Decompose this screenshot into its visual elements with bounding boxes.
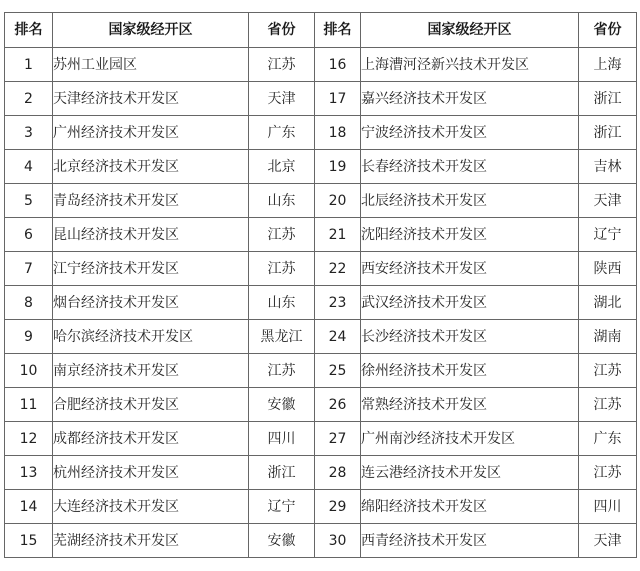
rank-left-cell: 13: [5, 456, 53, 490]
province-right-cell: 浙江: [579, 116, 637, 150]
province-right-cell: 湖南: [579, 320, 637, 354]
zone-left-cell: 合肥经济技术开发区: [53, 388, 249, 422]
rank-right-cell: 16: [315, 48, 361, 82]
table-row: [5, 490, 637, 524]
province-left-cell: 安徽: [249, 524, 315, 558]
zone-left-cell: 芜湖经济技术开发区: [53, 524, 249, 558]
rank-left-cell: 8: [5, 286, 53, 320]
rank-left-cell: 9: [5, 320, 53, 354]
zone-left-cell: 江宁经济技术开发区: [53, 252, 249, 286]
province-left-cell: 安徽: [249, 388, 315, 422]
province-right-cell: 江苏: [579, 354, 637, 388]
rank-right-cell: 29: [315, 490, 361, 524]
header-rank-right: 排名: [315, 13, 361, 48]
province-left-cell: 江苏: [249, 48, 315, 82]
table-row: [5, 286, 637, 320]
table-row: [5, 82, 637, 116]
zone-left-cell: 北京经济技术开发区: [53, 150, 249, 184]
zone-right-cell: 长春经济技术开发区: [361, 150, 579, 184]
rank-right-cell: 18: [315, 116, 361, 150]
table-row: [5, 456, 637, 490]
rank-left-cell: 6: [5, 218, 53, 252]
province-left-cell: 江苏: [249, 252, 315, 286]
rank-right-cell: 24: [315, 320, 361, 354]
province-left-cell: 江苏: [249, 218, 315, 252]
table-row: [5, 252, 637, 286]
province-right-cell: 江苏: [579, 456, 637, 490]
rank-right-cell: 17: [315, 82, 361, 116]
zone-left-cell: 哈尔滨经济技术开发区: [53, 320, 249, 354]
zone-left-cell: 烟台经济技术开发区: [53, 286, 249, 320]
table-row: [5, 354, 637, 388]
table-row: [5, 524, 637, 558]
zone-right-cell: 常熟经济技术开发区: [361, 388, 579, 422]
province-left-cell: 天津: [249, 82, 315, 116]
rank-right-cell: 21: [315, 218, 361, 252]
rank-left-cell: 4: [5, 150, 53, 184]
table-row: [5, 422, 637, 456]
table-row: [5, 320, 637, 354]
rank-left-cell: 3: [5, 116, 53, 150]
province-left-cell: 浙江: [249, 456, 315, 490]
table-row: [5, 116, 637, 150]
province-right-cell: 辽宁: [579, 218, 637, 252]
zone-left-cell: 大连经济技术开发区: [53, 490, 249, 524]
header-province-right: 省份: [579, 13, 637, 48]
rank-right-cell: 28: [315, 456, 361, 490]
zone-right-cell: 徐州经济技术开发区: [361, 354, 579, 388]
province-right-cell: 陕西: [579, 252, 637, 286]
zone-right-cell: 西安经济技术开发区: [361, 252, 579, 286]
zone-right-cell: 上海漕河泾新兴技术开发区: [361, 48, 579, 82]
province-right-cell: 四川: [579, 490, 637, 524]
rank-left-cell: 10: [5, 354, 53, 388]
province-left-cell: 四川: [249, 422, 315, 456]
province-left-cell: 山东: [249, 286, 315, 320]
zone-left-cell: 青岛经济技术开发区: [53, 184, 249, 218]
rank-right-cell: 23: [315, 286, 361, 320]
province-right-cell: 广东: [579, 422, 637, 456]
zone-left-cell: 广州经济技术开发区: [53, 116, 249, 150]
rank-right-cell: 19: [315, 150, 361, 184]
province-right-cell: 湖北: [579, 286, 637, 320]
rank-left-cell: 11: [5, 388, 53, 422]
table-header: [5, 13, 637, 48]
rank-left-cell: 1: [5, 48, 53, 82]
zone-right-cell: 沈阳经济技术开发区: [361, 218, 579, 252]
rank-right-cell: 26: [315, 388, 361, 422]
zone-right-cell: 嘉兴经济技术开发区: [361, 82, 579, 116]
province-left-cell: 广东: [249, 116, 315, 150]
zone-right-cell: 北辰经济技术开发区: [361, 184, 579, 218]
province-left-cell: 辽宁: [249, 490, 315, 524]
province-left-cell: 江苏: [249, 354, 315, 388]
rank-left-cell: 14: [5, 490, 53, 524]
province-left-cell: 黑龙江: [249, 320, 315, 354]
rank-left-cell: 5: [5, 184, 53, 218]
province-left-cell: 山东: [249, 184, 315, 218]
zone-right-cell: 广州南沙经济技术开发区: [361, 422, 579, 456]
rank-right-cell: 20: [315, 184, 361, 218]
province-right-cell: 吉林: [579, 150, 637, 184]
rank-left-cell: 15: [5, 524, 53, 558]
table-row: [5, 388, 637, 422]
table-row: [5, 184, 637, 218]
zone-right-cell: 长沙经济技术开发区: [361, 320, 579, 354]
table-row: [5, 218, 637, 252]
rank-right-cell: 22: [315, 252, 361, 286]
ranking-table: [4, 12, 637, 558]
province-left-cell: 北京: [249, 150, 315, 184]
rank-right-cell: 30: [315, 524, 361, 558]
province-right-cell: 江苏: [579, 388, 637, 422]
header-province-left: 省份: [249, 13, 315, 48]
province-right-cell: 浙江: [579, 82, 637, 116]
zone-left-cell: 苏州工业园区: [53, 48, 249, 82]
province-right-cell: 上海: [579, 48, 637, 82]
zone-left-cell: 杭州经济技术开发区: [53, 456, 249, 490]
zone-right-cell: 连云港经济技术开发区: [361, 456, 579, 490]
header-rank-left: 排名: [5, 13, 53, 48]
table-row: [5, 48, 637, 82]
rank-left-cell: 2: [5, 82, 53, 116]
table-row: [5, 150, 637, 184]
rank-right-cell: 25: [315, 354, 361, 388]
header-zone-left: 国家级经开区: [53, 13, 249, 48]
province-right-cell: 天津: [579, 524, 637, 558]
rank-left-cell: 12: [5, 422, 53, 456]
zone-left-cell: 天津经济技术开发区: [53, 82, 249, 116]
zone-right-cell: 西青经济技术开发区: [361, 524, 579, 558]
rank-right-cell: 27: [315, 422, 361, 456]
zone-left-cell: 南京经济技术开发区: [53, 354, 249, 388]
header-zone-right: 国家级经开区: [361, 13, 579, 48]
rank-left-cell: 7: [5, 252, 53, 286]
table-body: [5, 48, 637, 558]
province-right-cell: 天津: [579, 184, 637, 218]
zone-right-cell: 宁波经济技术开发区: [361, 116, 579, 150]
header-row: [5, 13, 637, 48]
zone-right-cell: 武汉经济技术开发区: [361, 286, 579, 320]
zone-right-cell: 绵阳经济技术开发区: [361, 490, 579, 524]
zone-left-cell: 昆山经济技术开发区: [53, 218, 249, 252]
zone-left-cell: 成都经济技术开发区: [53, 422, 249, 456]
